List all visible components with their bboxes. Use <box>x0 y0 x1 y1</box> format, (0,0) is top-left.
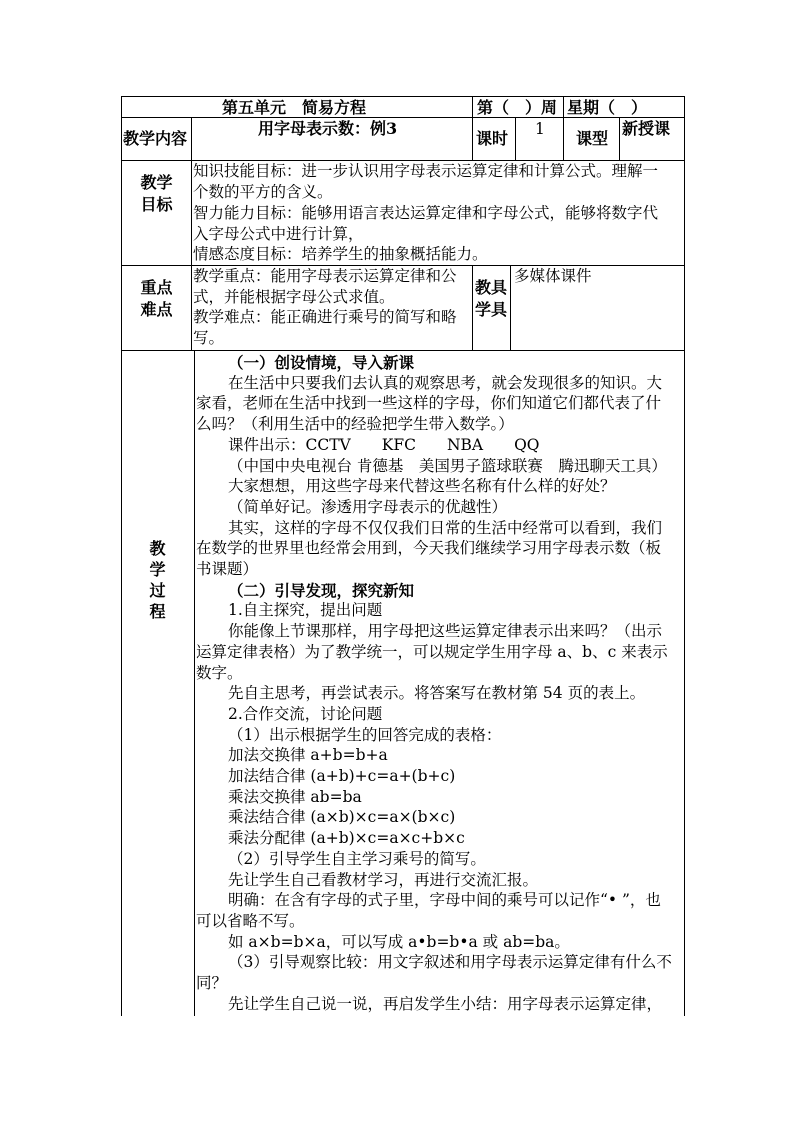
lesson-type-value: 新授课 <box>622 119 671 138</box>
keypoint-line: 写。 <box>193 329 225 347</box>
objective-line: 个数的平方的含义。 <box>193 183 333 201</box>
keypoint-line: 式，并能根据字母公式求值。 <box>193 288 395 306</box>
process-line: 乘法交换律 ab=ba <box>228 787 362 806</box>
process-line: 1.自主探究，提出问题 <box>228 601 383 620</box>
process-line: （简单好记。渗透用字母表示的优越性） <box>228 497 508 516</box>
objective-line: 情感态度目标：培养学生的抽象概括能力。 <box>193 245 488 263</box>
process-line: 运算定律表格）为了教学统一，可以规定学生用字母 a、b、c 来表示 <box>196 642 668 661</box>
process-line: 乘法结合律 (a×b)×c=a×(b×c) <box>228 808 456 827</box>
process-label-char: 教 <box>149 539 166 558</box>
process-line: 数字。 <box>196 663 243 682</box>
col-divider-weekday <box>563 96 564 160</box>
process-line: 加法交换律 a+b=b+a <box>228 746 388 765</box>
class-hours-label: 课时 <box>476 129 509 148</box>
lesson-topic: 用字母表示数：例3 <box>258 119 398 138</box>
process-line: 加法结合律 (a+b)+c=a+(b+c) <box>228 767 456 785</box>
process-label-char: 程 <box>149 602 166 621</box>
process-line: 课件出示：CCTV KFC NBA QQ <box>228 435 540 454</box>
process-line: 其实，这样的字母不仅仅我们日常的生活中经常可以看到，我们 <box>228 518 663 537</box>
objective-line: 智力能力目标：能够用语言表达运算定律和字母公式，能够将数字代 <box>193 204 659 222</box>
keypoint-line: 教学难点：能正确进行乘号的简写和略 <box>193 308 457 326</box>
process-line: （2）引导学生自主学习乘号的简写。 <box>228 849 486 868</box>
process-line: （3）引导观察比较：用文字叙述和用字母表示运算定律有什么不 <box>228 953 672 972</box>
process-line: 明确：在含有字母的式子里，字母中间的乘号可以记作“• ”，也 <box>228 891 661 910</box>
unit-title: 第五单元 简易方程 <box>222 98 367 117</box>
keypoints-label-line2: 难点 <box>140 300 173 319</box>
process-line: 先让学生自己看教材学习，再进行交流汇报。 <box>228 870 539 889</box>
process-line: 先自主思考，再尝试表示。将答案写在教材第 54 页的表上。 <box>228 684 646 703</box>
process-line: 书课题） <box>196 560 259 578</box>
label-column-divider-process <box>194 350 195 1016</box>
col-divider-hours-value <box>515 117 516 160</box>
process-line: 乘法分配律 (a+b)×c=a×c+b×c <box>228 829 465 848</box>
process-line: 在生活中只要我们去认真的观察思考，就会发现很多的知识。大 <box>228 373 663 392</box>
process-label-char: 过 <box>149 581 166 600</box>
col-divider-tools-value <box>510 265 511 350</box>
process-line: 先让学生自己说一说，再启发学生小结：用字母表示运算定律， <box>228 994 663 1013</box>
week-label: 第（ ）周 <box>477 98 558 117</box>
label-column-divider-upper <box>191 117 192 350</box>
process-line: 大家想想，用这些字母来代替这些名称有什么样的好处？ <box>228 477 616 496</box>
objectives-label-line1: 教学 <box>140 173 173 192</box>
process-line: 家看，老师在生活中找到一些这样的字母，你们知道它们都代表了什 <box>196 394 662 413</box>
keypoints-label-line1: 重点 <box>140 278 173 297</box>
col-divider-hours <box>472 96 473 160</box>
process-label-char: 学 <box>149 560 166 579</box>
row-divider-keypoints <box>121 350 685 351</box>
class-hours-value: 1 <box>535 120 545 138</box>
tools-value: 多媒体课件 <box>514 267 592 285</box>
objective-line: 入字母公式中进行计算， <box>193 225 364 243</box>
weekday-label: 星期（ ） <box>567 98 648 117</box>
process-line: （中国中央电视台 肯德基 美国男子篮球联赛 腾迅聊天工具） <box>228 456 667 475</box>
table-border-right <box>684 96 685 1016</box>
objectives-label-line2: 目标 <box>140 195 173 214</box>
keypoint-line: 教学重点：能用字母表示运算定律和公 <box>193 267 457 285</box>
objective-line: 知识技能目标：进一步认识用字母表示运算定律和计算公式。理解一 <box>193 162 659 180</box>
tools-label-line2: 学具 <box>475 300 508 319</box>
process-line: 在数学的世界里也经常会用到，今天我们继续学习用字母表示数（板 <box>196 539 662 558</box>
col-divider-type <box>619 117 620 160</box>
process-line: 可以省略不写。 <box>196 911 305 930</box>
tools-label-line1: 教具 <box>475 278 508 297</box>
content-label: 教学内容 <box>123 129 188 148</box>
process-line: （1）出示根据学生的回答完成的表格： <box>228 725 502 744</box>
section-heading: （一）创设情境，导入新课 <box>228 353 415 372</box>
process-line: 同？ <box>196 974 228 992</box>
process-line: 2.合作交流，讨论问题 <box>228 704 383 723</box>
col-divider-tools <box>472 265 473 350</box>
lesson-type-label: 课型 <box>576 129 609 148</box>
process-line: 么吗？（利用生活中的经验把学生带入数学。） <box>196 415 514 434</box>
process-line: 你能像上节课那样，用字母把这些运算定律表示出来吗？（出示 <box>228 622 663 641</box>
process-line: 如 a×b=b×a，可以写成 a•b=b•a 或 ab=ba。 <box>228 932 570 951</box>
section-heading: （二）引导发现，探究新知 <box>228 580 415 600</box>
